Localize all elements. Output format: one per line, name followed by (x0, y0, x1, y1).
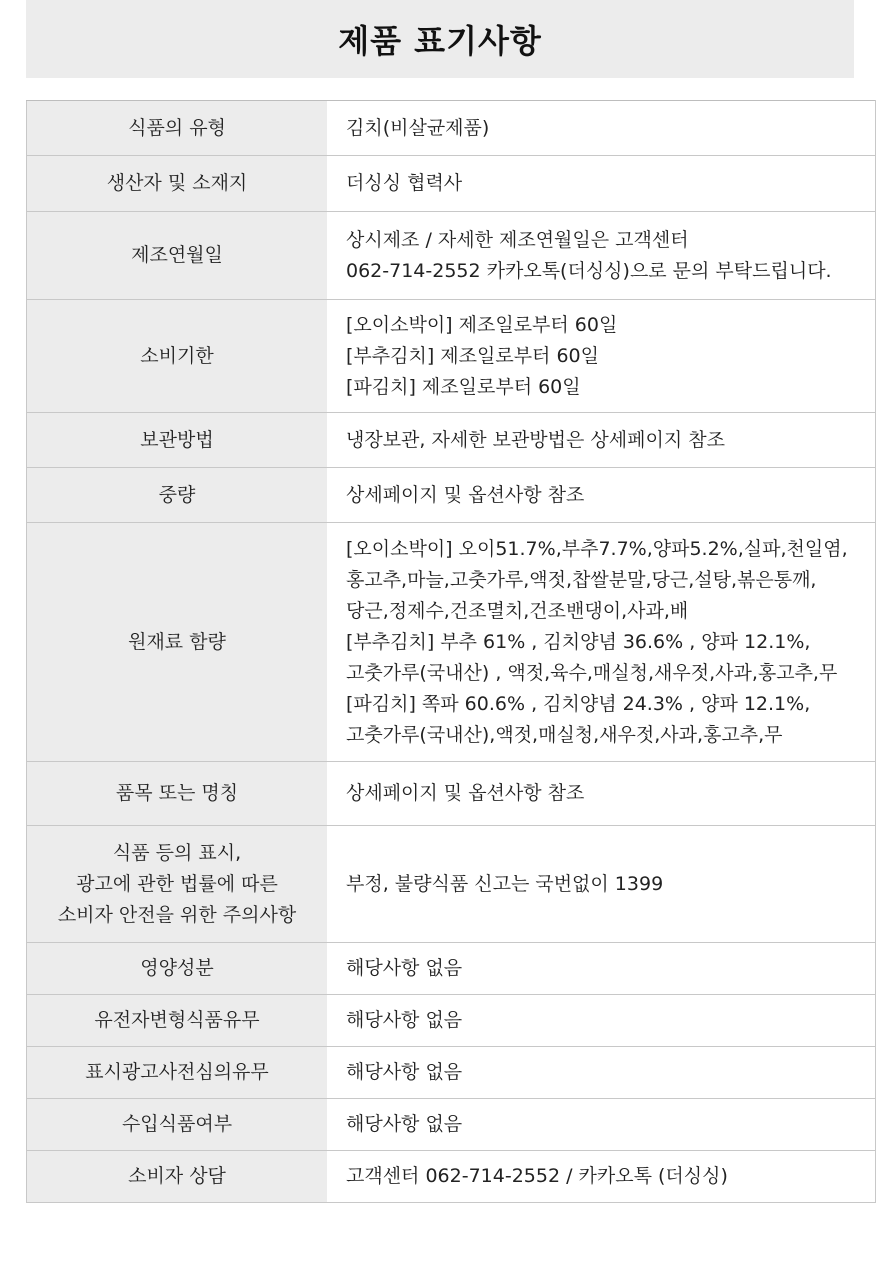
row-value-line: 상세페이지 및 옵션사항 참조 (346, 782, 585, 804)
row-label (27, 1151, 328, 1203)
row-value (327, 943, 876, 995)
row-value (327, 468, 876, 523)
info-row (27, 523, 876, 762)
row-value-line: [부추김치] 부추 61% , 김치양념 36.6% , 양파 12.1%, (346, 630, 811, 653)
row-value-line: 고춧가루(국내산),액젓,매실청,새우젓,사과,홍고추,무 (346, 723, 783, 746)
row-value-line: [오이소박이] 제조일로부터 60일 (346, 313, 618, 336)
row-value (327, 1047, 876, 1099)
row-value-line: 062-714-2552 카카오톡(더싱싱)으로 문의 부탁드립니다. (346, 259, 832, 282)
row-label (27, 212, 328, 300)
row-value-line: [부추김치] 제조일로부터 60일 (346, 344, 599, 367)
row-value-line: 김치(비살균제품) (346, 116, 490, 139)
info-row (27, 101, 876, 156)
info-row (27, 1099, 876, 1151)
row-label-line: 수입식품여부 (121, 1113, 233, 1135)
row-value (327, 413, 876, 468)
row-value-line: 고객센터 062-714-2552 / 카카오톡 (더싱싱) (346, 1165, 728, 1187)
row-value (327, 101, 876, 156)
info-row (27, 156, 876, 212)
row-value (327, 762, 876, 826)
row-label-line: 품목 또는 명칭 (115, 782, 239, 804)
row-label-line: 제조연월일 (131, 244, 223, 266)
row-label (27, 826, 328, 943)
info-row (27, 212, 876, 300)
row-value (327, 300, 876, 413)
product-info-table (26, 100, 876, 1203)
row-label-line: 소비기한 (140, 344, 214, 367)
row-value (327, 156, 876, 212)
row-value-line: 냉장보관, 자세한 보관방법은 상세페이지 참조 (346, 428, 725, 451)
row-label (27, 156, 328, 212)
info-row (27, 943, 876, 995)
row-value-line: 해당사항 없음 (346, 957, 463, 979)
row-value-line: 당근,정제수,건조멸치,건조밴댕이,사과,배 (346, 599, 689, 622)
row-label (27, 943, 328, 995)
row-label (27, 1099, 328, 1151)
row-label-line: 중량 (158, 483, 196, 506)
info-row (27, 1047, 876, 1099)
row-label (27, 762, 328, 826)
row-label (27, 300, 328, 413)
row-label-line: 유전자변형식품유무 (94, 1009, 260, 1031)
title-bar (26, 0, 854, 78)
row-label-line: 식품 등의 표시, (112, 841, 242, 864)
row-label-line: 식품의 유형 (128, 116, 226, 139)
row-value (327, 1099, 876, 1151)
row-value-line: [오이소박이] 오이51.7%,부추7.7%,양파5.2%,실파,천일염, (346, 537, 848, 560)
row-label (27, 995, 328, 1047)
info-row (27, 762, 876, 826)
row-value (327, 826, 876, 943)
product-info-body (27, 101, 876, 1203)
row-label (27, 523, 328, 762)
row-value-line: 더싱싱 협력사 (346, 172, 463, 194)
row-value-line: 고춧가루(국내산) , 액젓,육수,매실청,새우젓,사과,홍고추,무 (346, 661, 838, 684)
row-value (327, 523, 876, 762)
info-row (27, 300, 876, 413)
row-value-line: 상세페이지 및 옵션사항 참조 (346, 483, 585, 506)
info-row (27, 826, 876, 943)
row-value-line: 해당사항 없음 (346, 1113, 463, 1135)
row-label (27, 101, 328, 156)
row-value (327, 1151, 876, 1203)
row-label (27, 468, 328, 523)
page-title: 제품 표기사항 (338, 22, 542, 60)
row-value-line: 부정, 불량식품 신고는 국번없이 1399 (346, 872, 664, 895)
row-value-line: 해당사항 없음 (346, 1009, 463, 1031)
row-value-line: 상시제조 / 자세한 제조연월일은 고객센터 (346, 228, 689, 251)
row-label (27, 413, 328, 468)
info-row (27, 468, 876, 523)
row-label-line: 광고에 관한 법률에 따른 (76, 872, 278, 895)
row-label-line: 표시광고사전심의유무 (85, 1061, 269, 1083)
row-label-line: 생산자 및 소재지 (106, 172, 248, 194)
row-label-line: 보관방법 (140, 428, 214, 451)
info-row (27, 1151, 876, 1203)
info-row (27, 995, 876, 1047)
row-label-line: 소비자 상담 (128, 1165, 226, 1187)
row-value-line: [파김치] 쪽파 60.6% , 김치양념 24.3% , 양파 12.1%, (346, 692, 811, 715)
row-value (327, 212, 876, 300)
row-value-line: 홍고추,마늘,고춧가루,액젓,찹쌀분말,당근,설탕,볶은통깨, (346, 568, 817, 591)
row-label-line: 원재료 함량 (128, 630, 226, 653)
row-value-line: 해당사항 없음 (346, 1061, 463, 1083)
row-label (27, 1047, 328, 1099)
row-label-line: 영양성분 (140, 957, 214, 979)
row-value (327, 995, 876, 1047)
info-row (27, 413, 876, 468)
row-value-line: [파김치] 제조일로부터 60일 (346, 375, 581, 398)
row-label-line: 소비자 안전을 위한 주의사항 (57, 903, 297, 926)
